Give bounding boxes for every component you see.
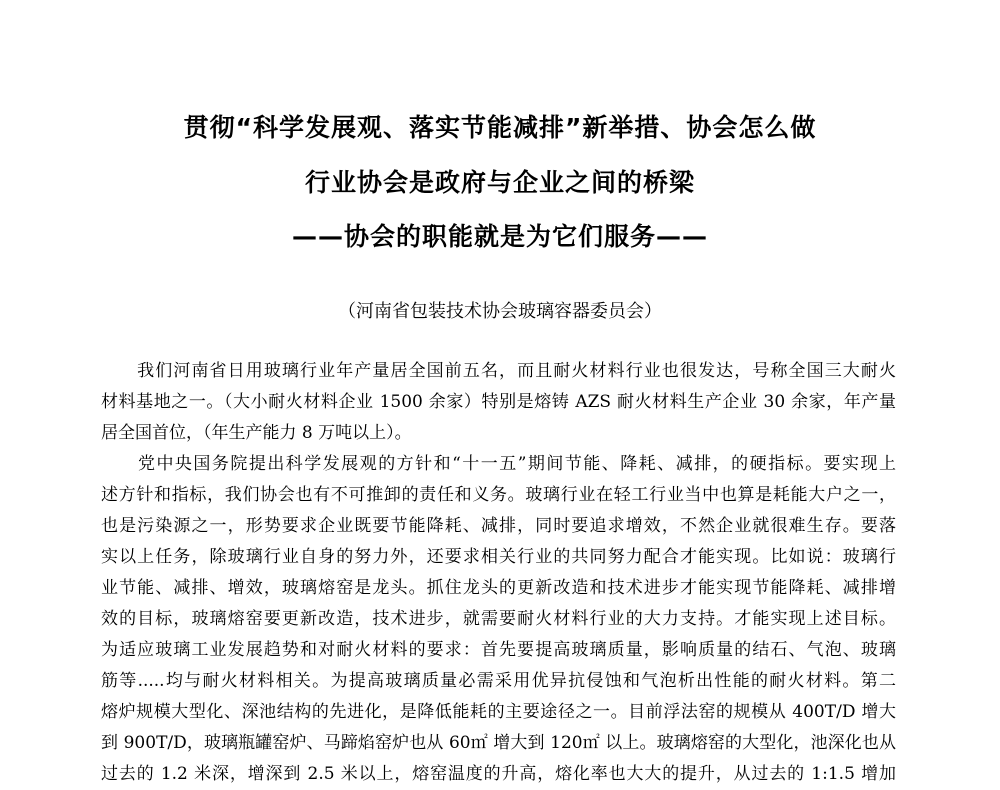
- paragraph-line: 实以上任务，除玻璃行业自身的努力外，还要求相关行业的共同努力配合才能实现。比如说：玻璃行: [101, 547, 896, 567]
- paragraph-line: 过去的 1.2 米深，增深到 2.5 米以上，熔窑温度的升高，熔化率也大大的提升，从过去的 1:1.5 增加: [101, 764, 896, 784]
- paragraph-line: 筋等.....均与耐火材料相关。为提高玻璃质量必需采用优异抗侵蚀和气泡析出性能的耐火材料。第二: [101, 671, 896, 691]
- author-organization: （河南省包装技术协会玻璃容器委员会）: [338, 301, 662, 322]
- paragraph-line: 为适应玻璃工业发展趋势和对耐火材料的要求：首先要提高玻璃质量，影响质量的结石、气泡、玻璃: [101, 640, 896, 660]
- document-subtitle: 行业协会是政府与企业之间的桥梁: [304, 168, 695, 197]
- document-motto: ——协会的职能就是为它们服务——: [291, 222, 708, 251]
- paragraph-line: 居全国首位，（年生产能力 8 万吨以上）。: [101, 423, 412, 443]
- paragraph-1: [101, 356, 896, 449]
- paragraph-line: 也是污染源之一，形势要求企业既要节能降耗、减排，同时要追求增效，不然企业就很难生存。要落: [101, 516, 896, 536]
- paragraph-line: 业节能、减排、增效，玻璃熔窑是龙头。抓住龙头的更新改造和技术进步才能实现节能降耗、减排增: [101, 578, 896, 598]
- paragraph-line: 熔炉规模大型化、深池结构的先进化，是降低能耗的主要途径之一。目前浮法窑的规模从 400T/D 增大: [101, 702, 896, 722]
- paragraph-line: 党中央国务院提出科学发展观的方针和“十一五”期间节能、降耗、减排，的硬指标。要实现上: [101, 454, 896, 474]
- paragraph-line: 材料基地之一。（大小耐火材料企业 1500 余家）特别是熔铸 AZS 耐火材料生产企业 30 余家，年产量: [101, 392, 896, 412]
- paragraph-line: 到 900T/D，玻璃瓶罐窑炉、马蹄焰窑炉也从 60㎡ 增大到 120㎡ 以上。玻璃熔窑的大型化，池深化也从: [101, 733, 896, 753]
- document-title: 贯彻“科学发展观、落实节能减排”新举措、协会怎么做: [183, 113, 817, 142]
- paragraph-line: 效的目标，玻璃熔窑要更新改造，技术进步，就需要耐火材料行业的大力支持。才能实现上述目标。: [101, 609, 896, 629]
- paragraph-line: 述方针和指标，我们协会也有不可推卸的责任和义务。玻璃行业在轻工行业当中也算是耗能大户之一，: [101, 485, 896, 505]
- paragraph-line: 我们河南省日用玻璃行业年产量居全国前五名，而且耐火材料行业也很发达，号称全国三大耐火: [101, 361, 896, 381]
- paragraph-2: [101, 449, 896, 790]
